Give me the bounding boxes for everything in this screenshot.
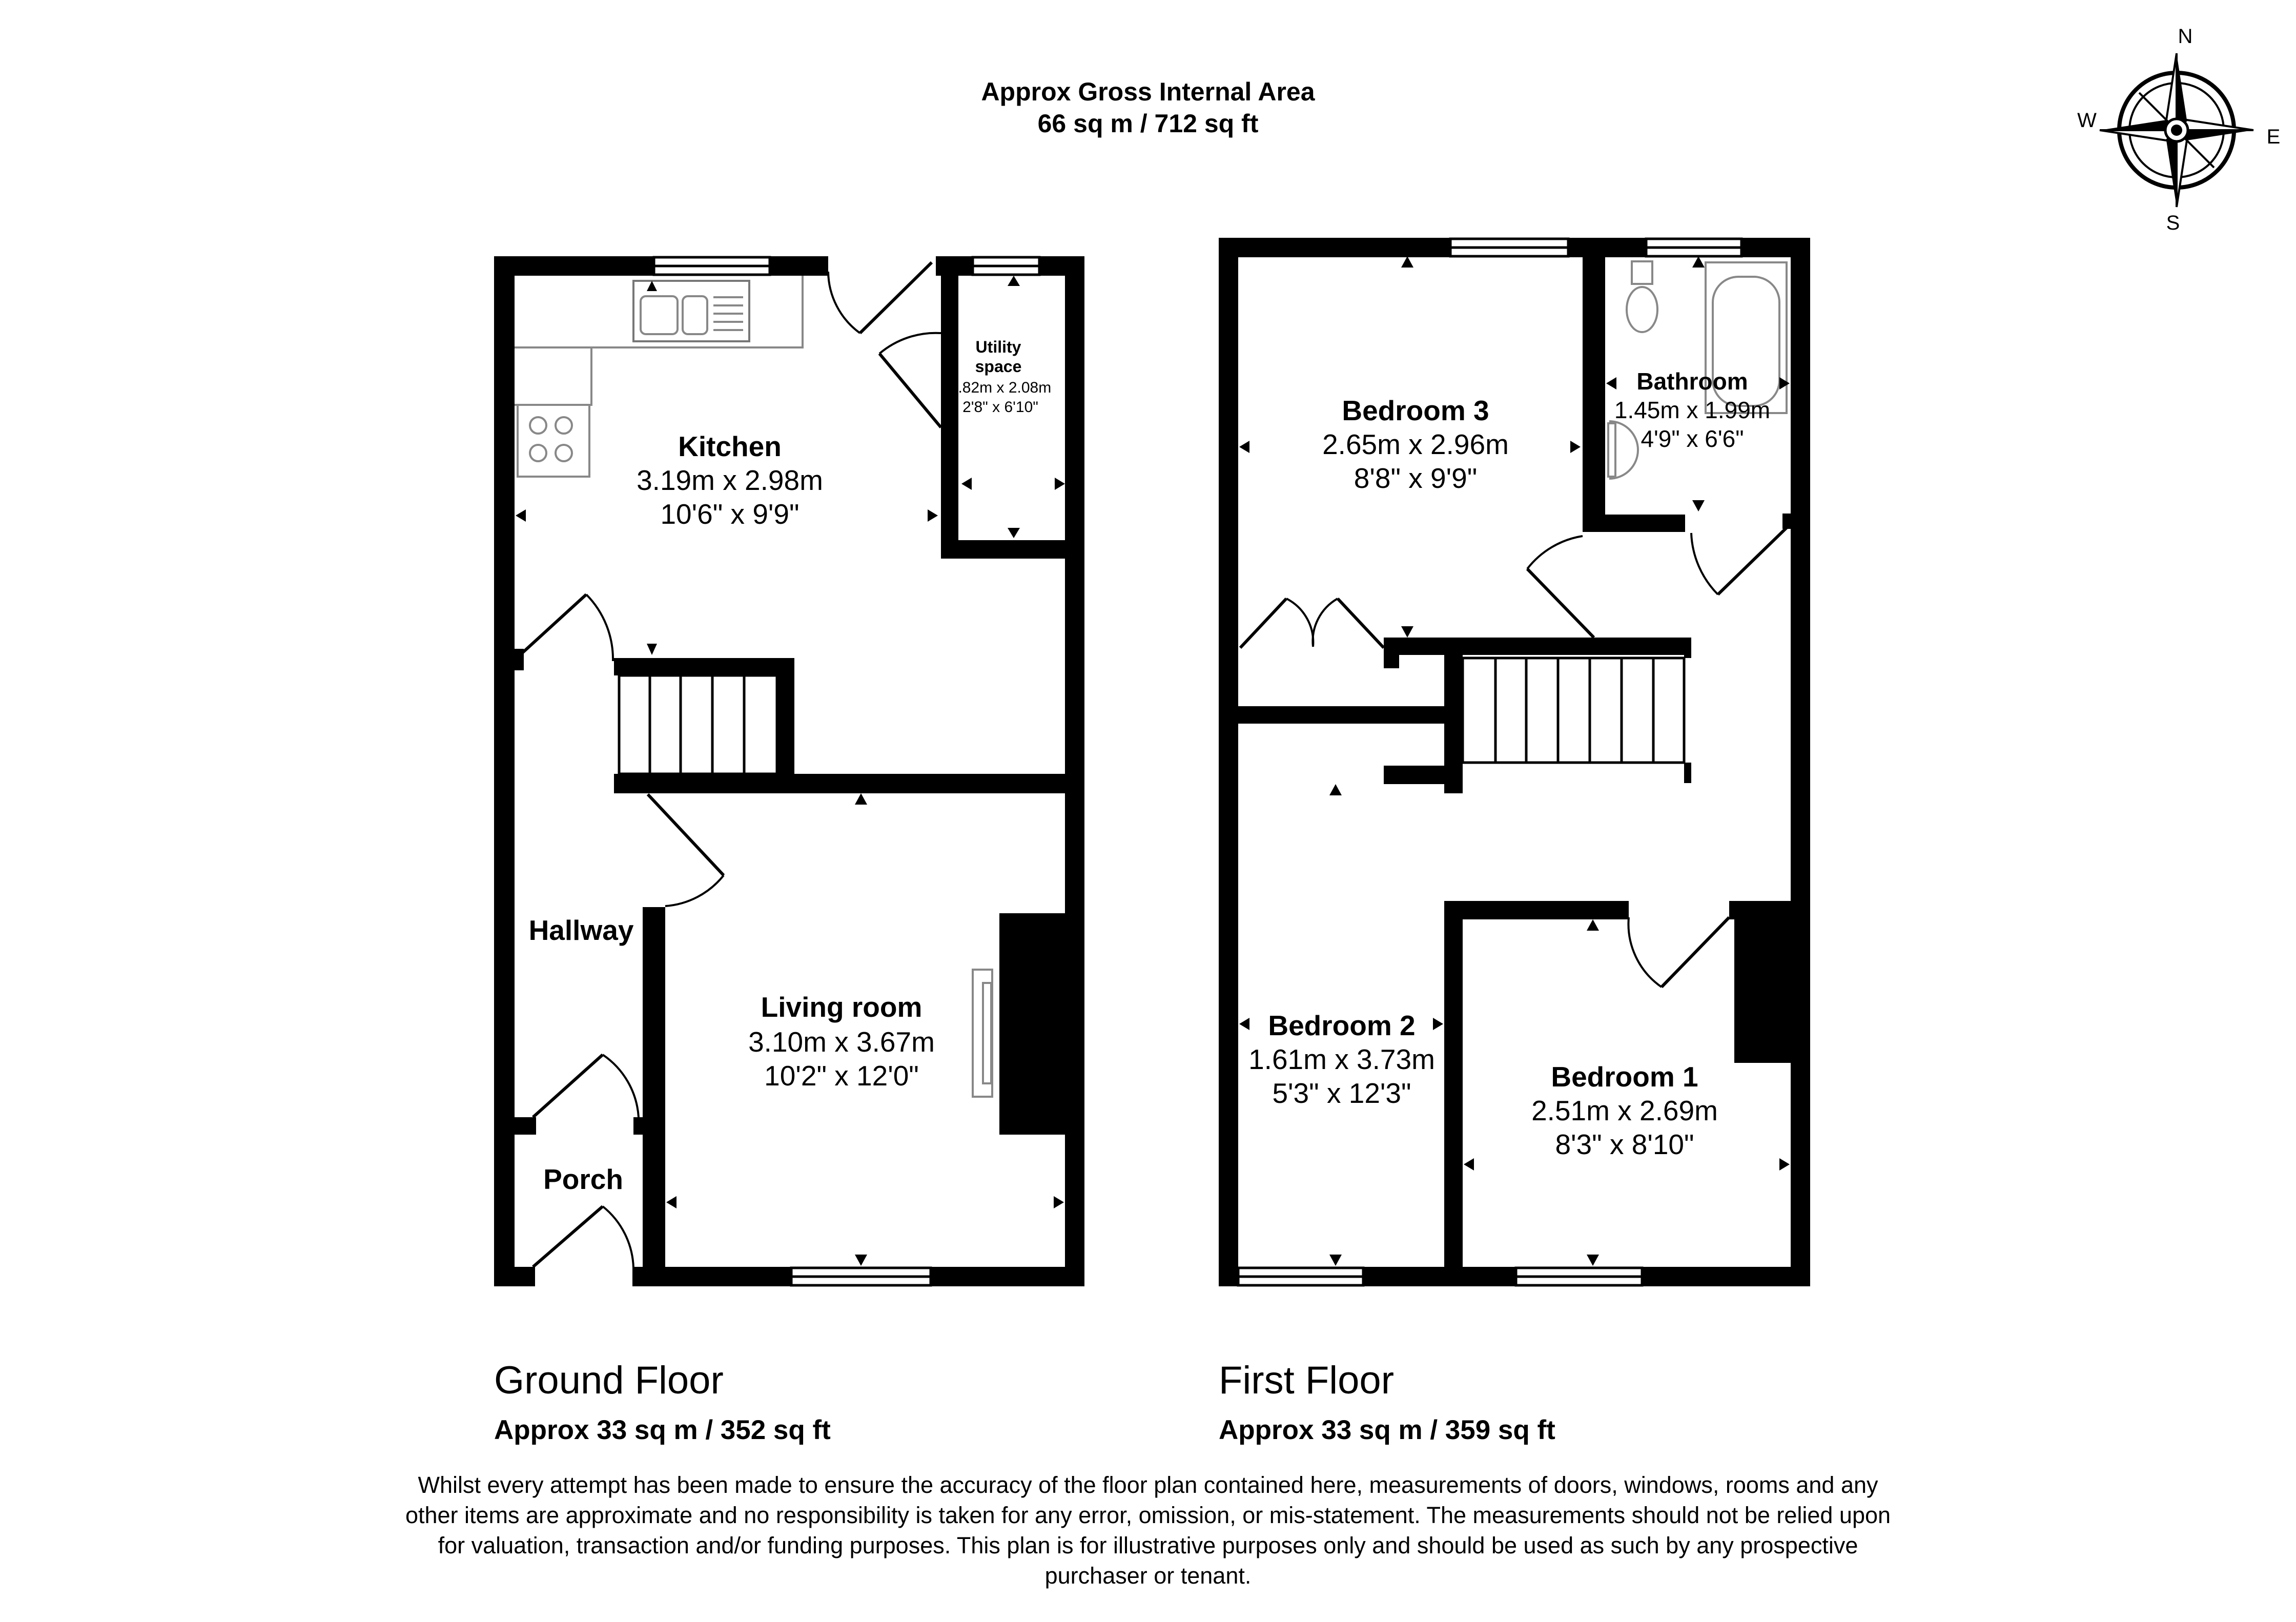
header-area: 66 sq m / 712 sq ft	[1037, 109, 1259, 138]
ground-floor-doors	[516, 262, 941, 1268]
bathroom-imperial: 4'9" x 6'6"	[1641, 425, 1744, 452]
header-title: Approx Gross Internal Area	[981, 77, 1315, 106]
compass-e: E	[2266, 126, 2281, 148]
bedroom2-imperial: 5'3" x 12'3"	[1272, 1077, 1411, 1109]
kitchen-fittings	[515, 276, 992, 1097]
compass-s: S	[2166, 212, 2180, 234]
compass-w: W	[2077, 109, 2097, 132]
utility-metric: 0.82m x 2.08m	[949, 379, 1052, 396]
kitchen-imperial: 10'6" x 9'9"	[660, 498, 799, 530]
bathroom-name: Bathroom	[1636, 368, 1748, 395]
bathroom-metric: 1.45m x 1.99m	[1614, 397, 1771, 423]
bedroom1-imperial: 8'3" x 8'10"	[1555, 1128, 1694, 1160]
first-floor-title: First Floor	[1219, 1359, 1394, 1402]
svg-text:Kitchen	[678, 430, 782, 462]
disclaimer-text: Whilst every attempt has been made to ensure the accuracy of the floor plan contained here, measurements of doors, windows, rooms and any other items are approximate and no responsibility is taken for any error, omission, or mis-statement. The measurements should not be relied upon for valuation, transaction and/or funding purposes. This plan is for illustrative purposes only and should be used as such by any prospective purchaser or tenant.	[405, 1472, 1891, 1589]
ground-floor-stairs	[619, 675, 777, 774]
first-floor-stairs	[1463, 658, 1684, 763]
compass-rose	[2077, 25, 2280, 234]
bedroom1-metric: 2.51m x 2.69m	[1531, 1095, 1718, 1126]
bedroom3-metric: 2.65m x 2.96m	[1322, 428, 1509, 460]
bedroom2-metric: 1.61m x 3.73m	[1248, 1043, 1435, 1075]
living-room-metric: 3.10m x 3.67m	[748, 1026, 935, 1058]
first-floor-area: Approx 33 sq m / 359 sq ft	[1219, 1415, 1555, 1445]
compass-n: N	[2178, 25, 2193, 48]
porch-name: Porch	[543, 1163, 623, 1195]
ground-floor-area: Approx 33 sq m / 352 sq ft	[494, 1415, 831, 1445]
bedroom3-name: Bedroom 3	[1342, 395, 1489, 426]
first-floor-plan	[1219, 238, 1810, 1286]
living-room-name: Living room	[761, 991, 922, 1023]
utility-imperial: 2'8" x 6'10"	[962, 399, 1038, 416]
ground-floor-plan	[494, 256, 1084, 1286]
bedroom2-name: Bedroom 2	[1268, 1010, 1416, 1041]
kitchen-name: Kitchen	[678, 430, 782, 462]
living-room-imperial: 10'2" x 12'0"	[764, 1060, 919, 1092]
kitchen-metric: 3.19m x 2.98m	[637, 464, 823, 496]
bedroom1-name: Bedroom 1	[1551, 1061, 1698, 1093]
ground-floor-title: Ground Floor	[494, 1359, 724, 1402]
utility-name-1: Utility	[975, 338, 1021, 356]
utility-name-2: space	[975, 357, 1022, 376]
bedroom3-imperial: 8'8" x 9'9"	[1354, 462, 1478, 494]
hallway-name: Hallway	[528, 914, 634, 946]
